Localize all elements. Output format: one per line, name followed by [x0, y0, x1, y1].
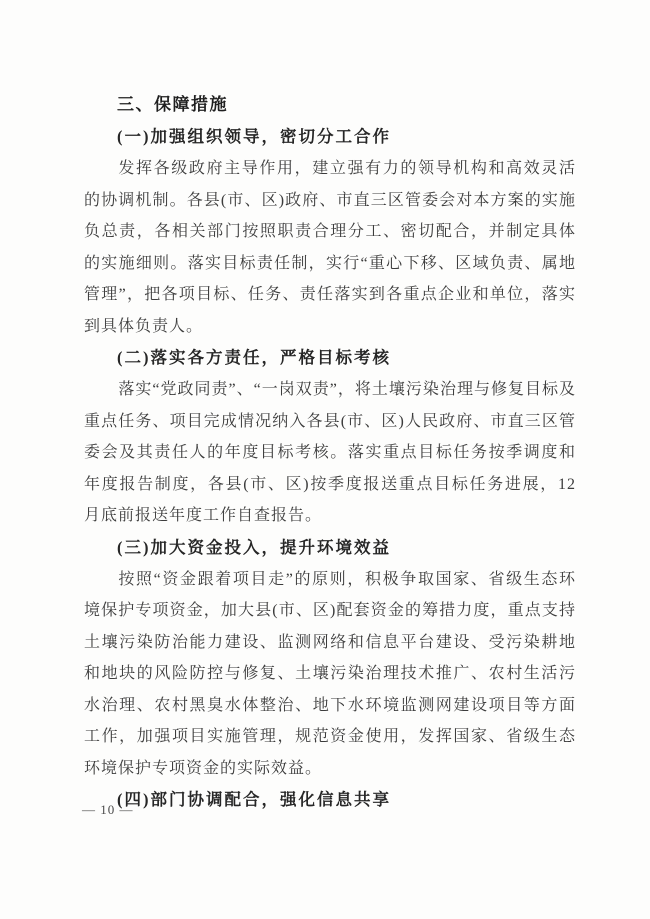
page-number: — 10 — [82, 802, 134, 817]
section-3-heading: (三)加大资金投入，提升环境效益 [117, 537, 391, 557]
section-4-heading: (四)部门协调配合，强化信息共享 [117, 790, 391, 809]
section-3-paragraph: 按照“资金跟着项目走”的原则，积极争取国家、省级生态环境保护专项资金，加大县(市、区)配套资金的筹措力度，重点支持土壤污染防治能力建设、监测网络和信息平台建设、受污染耕地和地块的风险防控与修复、土壤污染治理技术推广、农村生活污水治理、农村黑臭水体整治、地下水环境监测网建设项目等方面工作，加强项目实施管理，规范资金使用，发挥国家、省级生态环境保护专项资金的实际效益。 [84, 570, 576, 777]
section-1 [84, 121, 576, 342]
section-4 [84, 784, 576, 816]
section-1-heading: (一)加强组织领导，密切分工合作 [117, 127, 391, 146]
section-2 [84, 342, 576, 532]
section-2-paragraph: 落实“党政同责”、“一岗双责”，将土壤污染治理与修复目标及重点任务、项目完成情况纳入各县(市、区)人民政府、市直三区管委会及其责任人的年度目标考核。落实重点目标任务按季调度和年度报告制度，各县(市、区)按季度报送重点目标任务进展，12 月底前报送年度工作自查报告。 [84, 381, 576, 524]
section-3 [84, 532, 576, 785]
document-title: 三、保障措施 [117, 95, 228, 114]
section-2-heading: (二)落实各方责任，严格目标考核 [117, 348, 391, 367]
section-1-paragraph: 发挥各级政府主导作用，建立强有力的领导机构和高效灵活的协调机制。各县(市、区)政府、市直三区管委会对本方案的实施负总责，各相关部门按照职责合理分工、密切配合，并制定具体的实施细则。落实目标责任制，实行“重心下移、区域负责、属地管理”，把各项目标、任务、责任落实到各重点企业和单位，落实到具体负责人。 [84, 160, 576, 335]
